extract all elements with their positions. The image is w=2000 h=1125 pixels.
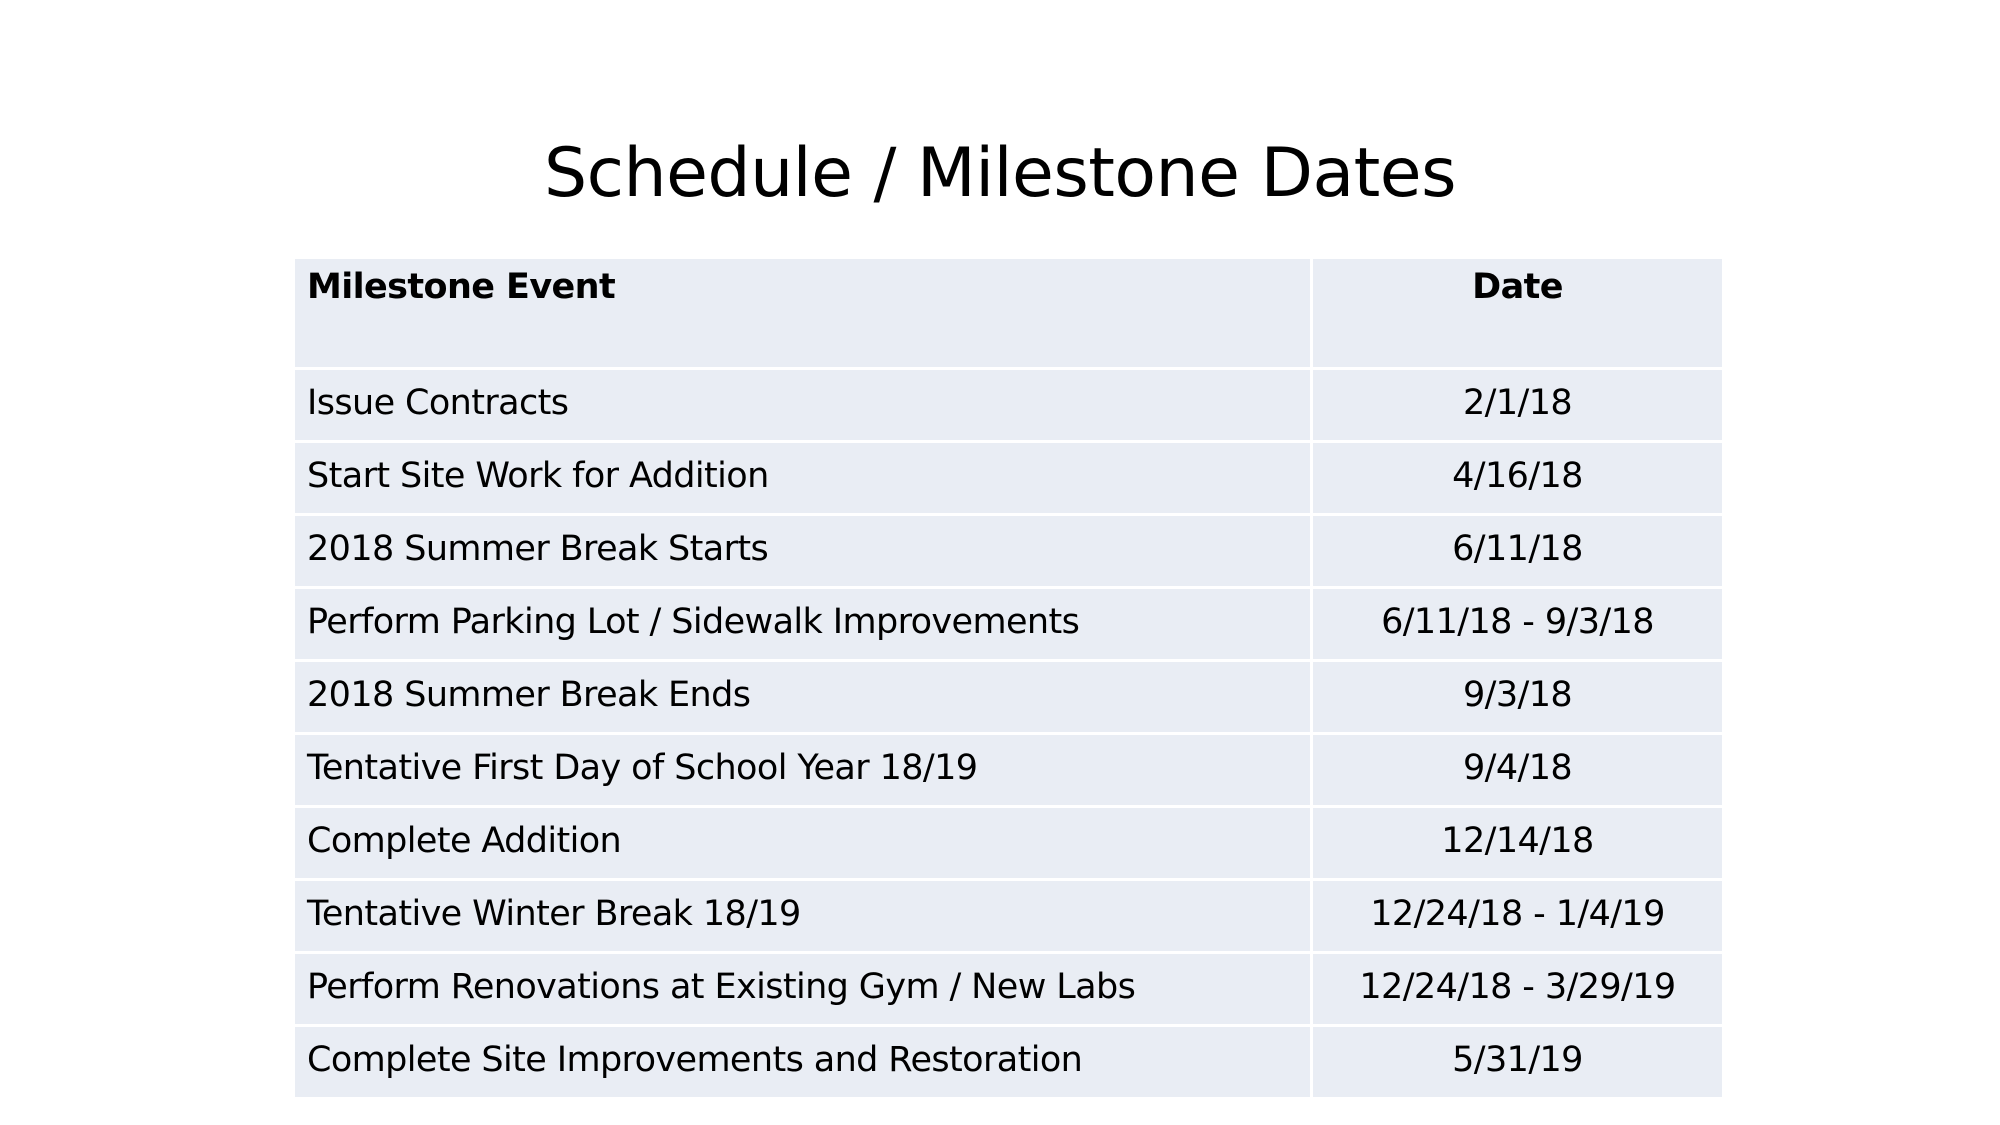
table-row bbox=[294, 515, 1724, 588]
milestone-date-cell: 12/24/18 - 3/29/19 bbox=[1312, 953, 1724, 1026]
milestone-date-cell: 12/14/18 bbox=[1312, 807, 1724, 880]
milestone-event-cell: Perform Parking Lot / Sidewalk Improvements bbox=[294, 588, 1312, 661]
column-header-date: Date bbox=[1312, 258, 1724, 369]
table-row bbox=[294, 880, 1724, 953]
milestone-event-cell: Complete Addition bbox=[294, 807, 1312, 880]
milestone-event-cell: Start Site Work for Addition bbox=[294, 442, 1312, 515]
milestone-event-cell: 2018 Summer Break Starts bbox=[294, 515, 1312, 588]
milestone-event-cell: 2018 Summer Break Ends bbox=[294, 661, 1312, 734]
milestone-event-cell: Issue Contracts bbox=[294, 369, 1312, 442]
milestone-date-cell: 4/16/18 bbox=[1312, 442, 1724, 515]
milestone-event-cell: Tentative First Day of School Year 18/19 bbox=[294, 734, 1312, 807]
table-row bbox=[294, 807, 1724, 880]
slide-title: Schedule / Milestone Dates bbox=[543, 134, 1457, 213]
milestone-date-cell: 9/4/18 bbox=[1312, 734, 1724, 807]
milestone-date-cell: 2/1/18 bbox=[1312, 369, 1724, 442]
table-row bbox=[294, 588, 1724, 661]
table-row bbox=[294, 1026, 1724, 1099]
table-row bbox=[294, 734, 1724, 807]
table-row bbox=[294, 369, 1724, 442]
milestone-date-cell: 6/11/18 bbox=[1312, 515, 1724, 588]
milestone-event-cell: Complete Site Improvements and Restoration bbox=[294, 1026, 1312, 1099]
milestone-date-cell: 6/11/18 - 9/3/18 bbox=[1312, 588, 1724, 661]
milestone-date-cell: 12/24/18 - 1/4/19 bbox=[1312, 880, 1724, 953]
table-row bbox=[294, 661, 1724, 734]
milestone-event-cell: Tentative Winter Break 18/19 bbox=[294, 880, 1312, 953]
table-row bbox=[294, 442, 1724, 515]
milestone-date-cell: 5/31/19 bbox=[1312, 1026, 1724, 1099]
table-header-row bbox=[294, 258, 1724, 369]
milestone-date-cell: 9/3/18 bbox=[1312, 661, 1724, 734]
column-header-event: Milestone Event bbox=[294, 258, 1312, 369]
table-row bbox=[294, 953, 1724, 1026]
milestone-event-cell: Perform Renovations at Existing Gym / New Labs bbox=[294, 953, 1312, 1026]
milestone-table bbox=[292, 256, 1725, 1100]
